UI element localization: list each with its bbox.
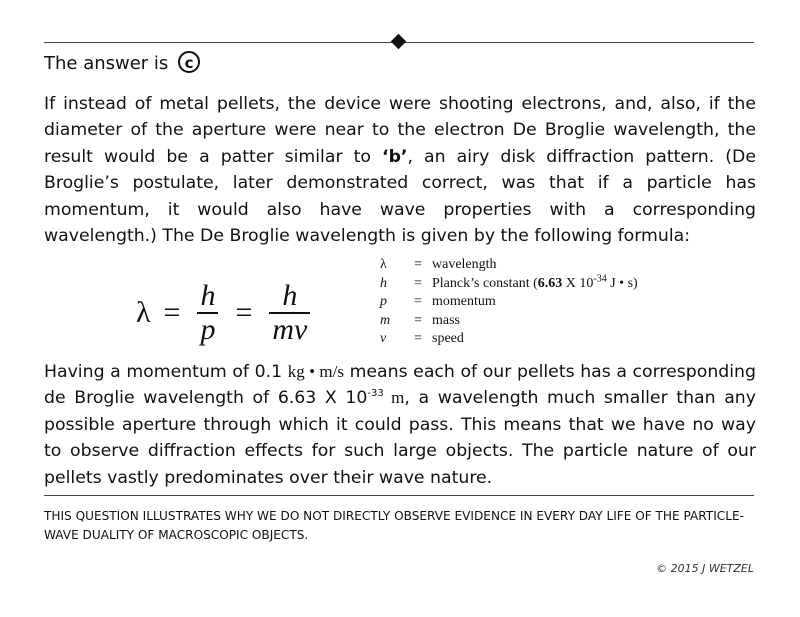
legend-symbol: p <box>380 294 387 309</box>
meter-unit: m <box>383 388 405 408</box>
de-broglie-formula <box>136 280 314 346</box>
legend-equals: = <box>414 331 422 346</box>
legend-text: speed <box>432 331 464 346</box>
paragraph1-bold-b: ‘b’ <box>382 146 408 167</box>
bottom-divider <box>44 495 754 496</box>
formula-equals-1: = <box>163 296 181 329</box>
formula-den-2: mv <box>269 312 310 346</box>
legend-equals: = <box>414 257 422 272</box>
legend-row <box>380 330 638 349</box>
summary-note: THIS QUESTION ILLUSTRATES WHY WE DO NOT DIRECTLY OBSERVE EVIDENCE IN EVERY DAY LIFE OF THE PARTICLE-WAVE DUALITY OF MACROSCOPIC OBJECTS. <box>44 509 744 542</box>
answer-prefix: The answer is <box>44 53 169 74</box>
paragraph2-b: means each of our pellets has a corresponding de Broglie wavelength of 6.63 X 10 <box>44 362 756 409</box>
formula-num-1: h <box>200 279 216 312</box>
legend-symbol: m <box>380 312 391 328</box>
legend-text: mass <box>432 312 460 328</box>
momentum-paragraph <box>44 359 756 491</box>
paragraph1-part2: , an airy disk diffraction pattern. (De Broglie’s postulate, later demonstrated correct, was that if a particle has momentum, it would also have wave properties with a corresponding wavelength.) The De Broglie wavelength is given by the following formula: <box>44 146 756 247</box>
copyright: © 2015 J WETZEL <box>656 562 754 575</box>
explanation-paragraph <box>44 91 756 249</box>
formula-num-2: h <box>282 279 298 312</box>
answer-line <box>44 52 200 76</box>
formula-fraction-h-p <box>197 280 218 346</box>
answer-choice-circle: c <box>178 51 200 73</box>
legend-symbol: λ <box>380 257 387 272</box>
formula-fraction-h-mv <box>269 280 310 346</box>
formula-den-1: p <box>197 312 218 346</box>
formula-equals-2: = <box>235 296 253 329</box>
legend-row <box>380 256 638 275</box>
formula-lambda: λ <box>136 296 151 329</box>
legend-row <box>380 272 638 294</box>
legend-equals: = <box>414 294 422 309</box>
legend-text: wavelength <box>432 257 497 272</box>
paragraph2-a: Having a momentum of 0.1 <box>44 362 288 382</box>
paragraph1-part1: If instead of metal pellets, the device were shooting electrons, and, also, if the diameter of the aperture were near to the electron De Broglie wavelength, the result would be a patter similar to <box>44 94 756 167</box>
legend-equals: = <box>414 275 422 291</box>
legend-text: momentum <box>432 294 496 309</box>
legend-text: Planck’s constant (6.63 X $10^{-34}$ J • s) <box>432 272 638 291</box>
legend-row <box>380 293 638 312</box>
legend-equals: = <box>414 312 422 328</box>
diamond-ornament-icon <box>391 34 407 50</box>
legend-symbol: v <box>380 331 387 346</box>
legend-symbol: h <box>380 275 387 291</box>
momentum-unit: kg • m/s <box>287 362 344 381</box>
formula-legend <box>380 256 638 349</box>
legend-row <box>380 312 638 331</box>
exponent: -33 <box>367 388 384 400</box>
paragraph2-c: , a wavelength much smaller than any possible aperture through which it could pass. This means that we have no way to observe diffraction effects for such large objects. The particle nature of our pellets vastly predominates over their wave nature. <box>44 388 756 488</box>
